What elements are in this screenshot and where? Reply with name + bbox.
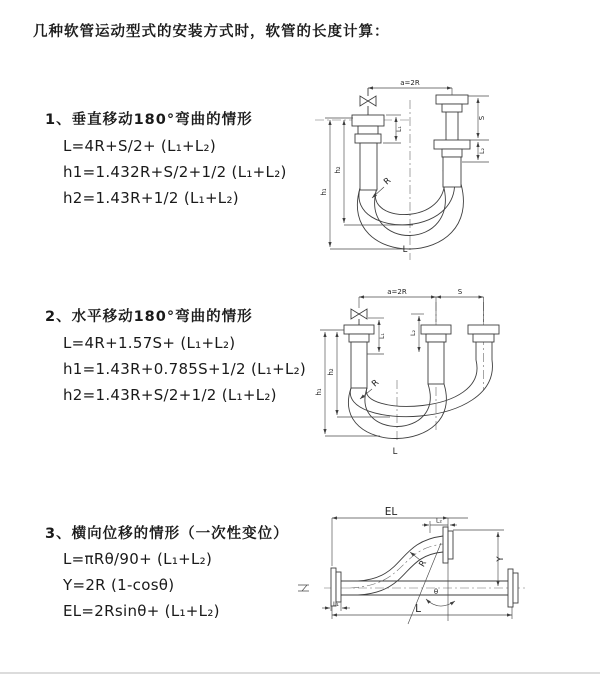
left-pipe-fitting xyxy=(344,325,374,388)
l1-label: L₁ xyxy=(379,333,386,339)
dimension-y xyxy=(453,530,506,586)
hose-u-bend xyxy=(348,360,492,439)
hose-s-curve xyxy=(350,536,443,595)
valve-icon xyxy=(360,88,376,115)
s-label: S xyxy=(457,288,463,296)
dimension-l1 xyxy=(383,115,403,143)
h1-label: h₁ xyxy=(320,188,328,196)
section-3-heading: 3、横向位移的情形（一次性变位） xyxy=(45,526,289,542)
dimension-s xyxy=(436,288,484,322)
length-label: L xyxy=(392,447,398,457)
radius-callout xyxy=(410,552,429,569)
h2-label: h₂ xyxy=(334,166,342,174)
right-pipe-fitting xyxy=(434,95,470,187)
dimension-a2r xyxy=(368,79,452,95)
r-label: R xyxy=(382,175,394,188)
r-label: R xyxy=(417,558,430,570)
dimension-l1 xyxy=(367,318,386,354)
dimension-el xyxy=(332,506,468,621)
l2-label: L₂ xyxy=(479,148,486,154)
l2-label: L₂ xyxy=(410,330,417,336)
dimension-length xyxy=(332,603,512,619)
section-2-formula-h1: h1=1.43R+0.785S+1/2 (L₁+L₂) xyxy=(63,360,307,378)
l2-label: L₂ xyxy=(436,517,442,525)
h2-label: h₂ xyxy=(327,368,335,376)
diagram-vertical-180-bend xyxy=(313,70,598,265)
section-1-heading: 1、垂直移动180°弯曲的情形 xyxy=(45,112,253,128)
h1-label: h₁ xyxy=(315,388,323,396)
section-3-formula-EL: EL=2Rsinθ+ (L₁+L₂) xyxy=(63,602,220,620)
valve-icon xyxy=(351,309,367,325)
centerline-symbol xyxy=(298,585,309,591)
s-label: S xyxy=(478,115,486,121)
length-label: L xyxy=(415,603,421,615)
dimension-l2 xyxy=(478,142,486,160)
r-label: R xyxy=(370,377,382,390)
left-pipe-fitting xyxy=(352,115,384,190)
dimension-a2r xyxy=(359,288,436,322)
diagram-horizontal-180-bend xyxy=(310,282,600,470)
length-label: L xyxy=(402,245,408,255)
l1-label: L₁ xyxy=(333,601,339,608)
dimension-l1 xyxy=(322,601,350,611)
a2r-label: a=2R xyxy=(387,288,407,296)
section-1-formula-h2: h2=1.43R+1/2 (L₁+L₂) xyxy=(63,189,239,207)
section-3-formula-L: L=πRθ/90+ (L₁+L₂) xyxy=(63,550,213,568)
middle-pipe-fitting xyxy=(421,325,451,384)
section-2-formula-h2: h2=1.43R+S/2+1/2 (L₁+L₂) xyxy=(63,386,277,404)
y-label: Y xyxy=(496,556,506,562)
l1-label: L₁ xyxy=(396,126,403,132)
diagram-lateral-displacement xyxy=(296,503,596,661)
section-2-formula-L: L=4R+1.57S+ (L₁+L₂) xyxy=(63,334,236,352)
section-1-formula-L: L=4R+S/2+ (L₁+L₂) xyxy=(63,137,217,155)
section-1-formula-h1: h1=1.432R+S/2+1/2 (L₁+L₂) xyxy=(63,163,287,181)
section-3-formula-Y: Y=2R (1-cosθ) xyxy=(63,576,175,594)
el-label: EL xyxy=(384,506,398,518)
section-2-heading: 2、水平移动180°弯曲的情形 xyxy=(45,309,253,325)
theta-label: θ xyxy=(433,588,439,596)
page-title: 几种软管运动型式的安装方式时，软管的长度计算： xyxy=(33,24,390,40)
a2r-label: a=2R xyxy=(400,79,420,87)
page-bottom-edge xyxy=(0,672,600,674)
